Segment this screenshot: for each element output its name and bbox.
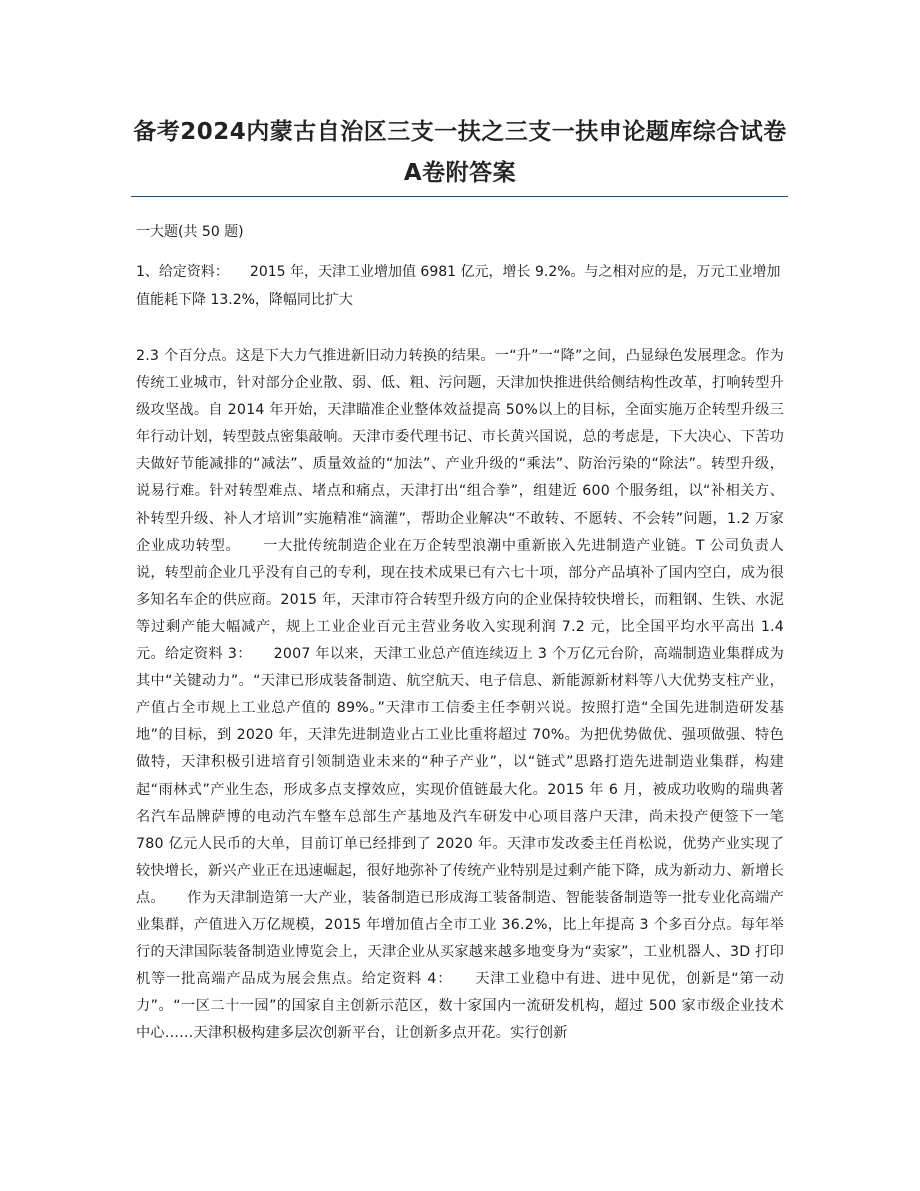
question-1-intro: 1、给定资料： 2015 年，天津工业增加值 6981 亿元，增长 9.2%。与之相对应的是，万元工业增加值能耗下降 13.2%，降幅同比扩大 (136, 264, 781, 308)
document-title: 备考2024内蒙古自治区三支一扶之三支一扶申论题库综合试卷A卷附答案 (133, 119, 787, 186)
question-1-material: 2.3 个百分点。这是下大力气推进新旧动力转换的结果。一“升”一“降”之间，凸显绿色发展理念。作为传统工业城市，针对部分企业散、弱、低、粗、污问题，天津加快推进供给侧结构性改革，打响转型升级攻坚战。自 2014 年开始，天津瞄准企业整体效益提高 50%以上的目标，全面实施万企转型升级三年行动计划，转型鼓点密集敲响。天津市委代理书记、市长黄兴国说，总的考虑是，下大决心、下苦功夫做好节能减排的“减法”、质量效益的“加法”、产业升级的“乘法”、防治污染的“除法”。转型升级，说易行难。针对转型难点、堵点和痛点，天津打出“组合拳”，组建近 600 个服务组，以“补相关方、补转型升级、补人才培训”实施精准“滴灌”，帮助企业解决“不敢转、不愿转、不会转”问题，1.2 万家企业成功转型。 一大批传统制造企业在万企转型浪潮中重新嵌入先进制造产业链。T 公司负责人说，转型前企业几乎没有自己的专利，现在技术成果已有六七十项，部分产品填补了国内空白，成为很多知名车企的供应商。2015 年，天津市符合转型升级方向的企业保持较快增长，而粗钢、生铁、水泥等过剩产能大幅减产，规上工业企业百元主营业务收入实现利润 7.2 元，比全国平均水平高出 1.4 元。给定资料 3： 2007 年以来，天津工业总产值连续迈上 3 个万亿元台阶，高端制造业集群成为其中“关键动力”。“天津已形成装备制造、航空航天、电子信息、新能源新材料等八大优势支柱产业，产值占全市规上工业总产值的 89%。”天津市工信委主任李朝兴说。按照打造“全国先进制造研发基地”的目标，到 2020 年，天津先进制造业占工业比重将超过 70%。为把优势做优、强项做强、特色做特，天津积极引进培育引领制造业未来的“种子产业”，以“链式”思路打造先进制造业集群，构建起“雨林式”产业生态，形成多点支撑效应，实现价值链最大化。2015 年 6 月，被成功收购的瑞典著名汽车品牌萨博的电动汽车整车总部生产基地及汽车研发中心项目落户天津，尚未投产便签下一笔 780 亿元人民币的大单，目前订单已经排到了 2020 年。天津市发改委主任肖松说，优势产业实现了较快增长，新兴产业正在迅速崛起，很好地弥补了传统产业特别是过剩产能下降，成为新动力、新增长点。 作为天津制造第一大产业，装备制造已形成海工装备制造、智能装备制造等一批专业化高端产业集群，产值进入万亿规模，2015 年增加值占全市工业 36.2%，比上年提高 3 个多百分点。每年举行的天津国际装备制造业博览会上，天津企业从买家越来越多地变身为“卖家”，工业机器人、3D 打印机等一批高端产品成为展会焦点。给定资料 4： 天津工业稳中有进、进中见优，创新是“第一动力”。“一区二十一园”的国家自主创新示范区，数十家国内一流研发机构，超过 500 家市级企业技术中心……天津积极构建多层次创新平台，让创新多点开花。实行创新 (136, 348, 784, 1042)
section-heading: 一大题(共 50 题) (136, 224, 244, 240)
title-divider (131, 196, 788, 197)
